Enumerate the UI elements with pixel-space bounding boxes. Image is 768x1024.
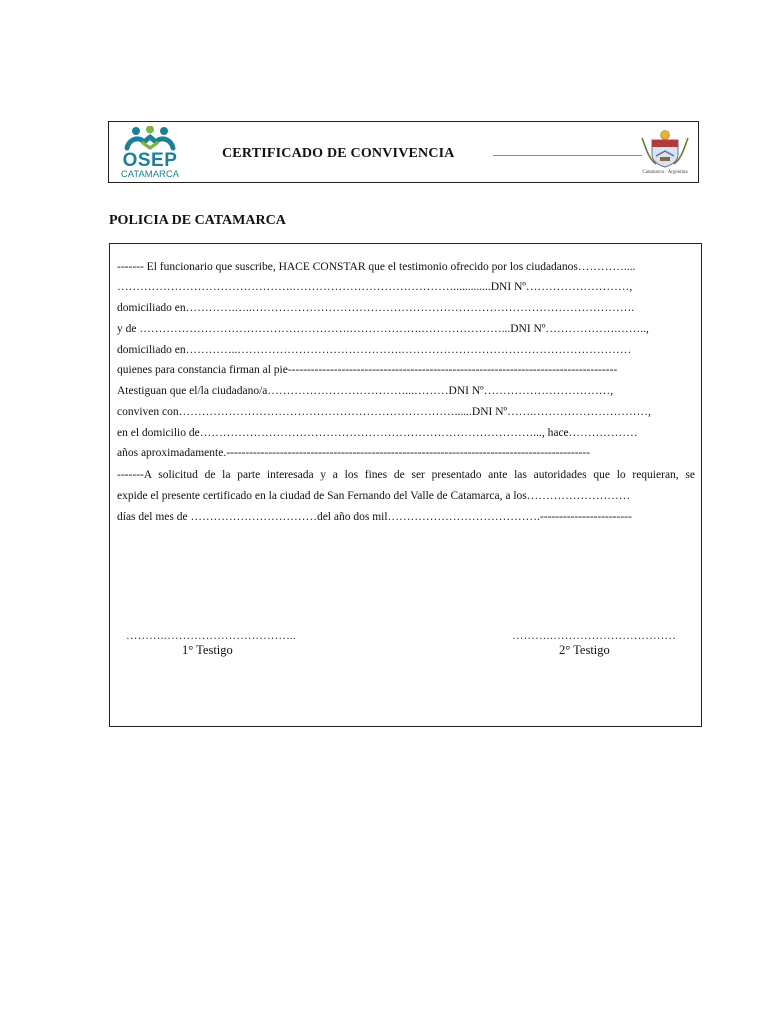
witness-1-label: 1° Testigo — [182, 643, 233, 657]
body-line: años aproximadamente.----------------------------------------------------------------------------------------------- — [117, 447, 591, 459]
logo-word: OSEP — [122, 150, 178, 171]
logo-subtitle: CATAMARCA — [120, 169, 180, 180]
body-line: días del mes de ……………………………del año dos mil………………………………….------------------------ — [117, 511, 632, 523]
seal-caption: Catamarca · Argentina — [642, 170, 688, 175]
osep-logo — [119, 126, 181, 182]
body-line: domiciliado en………….…..………………………………………………………………………………………. — [117, 302, 635, 314]
body-line: ……………………………………….…………………………………….............DNI Nº………………………, — [117, 281, 633, 293]
body-line: y de ……………………………………………….……………….…………………...DNI Nº……………….…….., — [117, 323, 649, 335]
title-rule — [493, 155, 642, 156]
coat-of-arms-icon — [634, 128, 696, 170]
body-line: expide el presente certificado en la ciudad de San Fernando del Valle de Catamarca, a los……………………… — [117, 490, 631, 502]
body-line: domiciliado en…………..…………………………………….…………………………………………………… — [117, 344, 632, 356]
signature-line-2: ……….…………………………… — [512, 630, 676, 642]
witness-2-label: 2° Testigo — [559, 643, 610, 657]
body-line: -------A solicitud de la parte interesada y a los fines de ser presentado ante las autoridades que lo requieran, se — [117, 469, 695, 481]
signature-line-1: ……….…………………………….. — [126, 630, 296, 642]
body-line: ------- El funcionario que suscribe, HACE CONSTAR que el testimonio ofrecido por los ciudadanos………….... — [117, 261, 636, 273]
body-line: quienes para constancia firman al pie-------------------------------------------------------------------------------------- — [117, 364, 618, 376]
catamarca-seal — [634, 128, 696, 180]
body-line: Atestiguan que el/la ciudadano/a………………………………...………DNI Nº……………………………, — [117, 385, 614, 397]
people-icon — [119, 126, 181, 152]
document-title: CERTIFICADO DE CONVIVENCIA — [222, 146, 455, 161]
body-line: en el domicilio de……………………………………………………………………………..., hace……………… — [117, 427, 638, 439]
certificate-body — [109, 243, 702, 727]
organization-heading: POLICIA DE CATAMARCA — [109, 213, 286, 228]
body-line: conviven con………………………………………………………………......DNI Nº…….…………………………, — [117, 406, 651, 418]
header-box — [108, 121, 699, 183]
